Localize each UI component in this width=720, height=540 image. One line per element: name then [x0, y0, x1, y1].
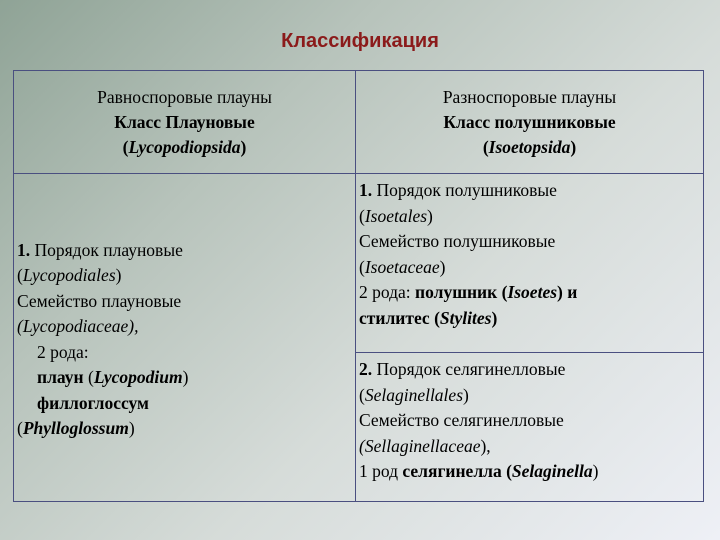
left-genus1-line: плаун (Lycopodium): [37, 367, 189, 387]
right2-order-latin: Selaginellales: [364, 384, 464, 405]
header-left-cell: [14, 71, 356, 174]
right2-genera: 1 род: [359, 461, 403, 481]
left-genera: 2 рода:: [37, 341, 89, 362]
header-right-latin-line: (Isoetopsida): [482, 137, 577, 157]
page-title: Классификация: [281, 30, 439, 52]
right1-family-latin: Isoetaceae: [364, 256, 440, 277]
header-right-cell: [356, 71, 704, 174]
header-left-latin-line: (Lycopodiopsida): [122, 137, 247, 157]
right2-order-line: [359, 357, 699, 383]
right-order2-cell: [356, 353, 704, 502]
left-family-latin: (Lycopodiaceae),: [17, 316, 139, 336]
right1-family: Семейство полушниковые: [359, 231, 556, 251]
right1-genus1-ru: полушник (: [415, 282, 508, 302]
left-order-latin-line: (Lycopodiales): [17, 265, 122, 285]
right2-order-latin-line: (Selaginellales): [359, 384, 469, 405]
right2-order: Порядок селягинелловые: [372, 359, 566, 379]
header-right-class: Класс полушниковые: [443, 112, 616, 132]
left-content-cell: [14, 174, 356, 502]
right1-genus2-ru: стилитес (: [359, 307, 440, 328]
right1-genus2-after: ): [491, 307, 498, 328]
header-right-line1: Разноспоровые плауны: [442, 87, 617, 107]
left-genus1-ru: плаун: [37, 367, 84, 387]
right2-family-after: ),: [480, 435, 491, 456]
header-left-class: Класс Плауновые: [114, 112, 255, 132]
right1-genus1-after: ) и: [557, 282, 578, 302]
header-right-latin: Isoetopsida: [488, 137, 571, 157]
right1-family-latin-line: (Isoetaceae): [359, 256, 446, 277]
right1-order-line: [359, 178, 699, 204]
right1-genus1-latin: Isoetes: [507, 282, 558, 302]
right1-genus2-line: [359, 306, 699, 332]
left-order: Порядок плауновые: [30, 239, 183, 260]
left-genus2-latin: Phylloglossum: [22, 418, 129, 438]
right1-genera-line: [359, 280, 699, 306]
left-order-line: [17, 238, 351, 264]
right2-family-latin: (Sellaginellaceae: [359, 435, 481, 456]
left-order-latin: Lycopodiales: [22, 265, 116, 285]
right1-order-num: 1.: [359, 180, 373, 200]
right1-order-latin: Isoetales: [364, 205, 428, 226]
left-order-num: 1.: [17, 239, 31, 260]
right2-genus-ru: селягинелла (: [402, 461, 512, 481]
right-order1-cell: [356, 174, 704, 353]
left-genus1-latin: Lycopodium: [93, 367, 183, 387]
right1-genus2-latin: Stylites: [439, 307, 492, 328]
left-genus2-ru: филлоглоссум: [37, 392, 149, 413]
left-genus2-line: (Phylloglossum): [17, 418, 135, 438]
header-left-line1: Равноспоровые плауны: [97, 87, 272, 107]
right1-genera: 2 рода:: [359, 282, 416, 302]
right1-order-latin-line: (Isoetales): [359, 205, 433, 226]
right2-family: Семейство селягинелловые: [359, 410, 564, 430]
right2-genus-line: 1 род селягинелла (Selaginella): [359, 461, 599, 481]
right2-family-latin-line: [359, 434, 699, 460]
table-row: [14, 174, 704, 353]
classification-table: [13, 70, 704, 502]
right2-genus-latin: Selaginella: [511, 461, 593, 481]
header-left-latin: Lycopodiopsida: [128, 137, 241, 157]
left-family: Семейство плауновые: [17, 290, 182, 311]
table-header-row: [14, 71, 704, 174]
right1-order: Порядок полушниковые: [372, 180, 557, 200]
right2-order-num: 2.: [359, 359, 373, 379]
